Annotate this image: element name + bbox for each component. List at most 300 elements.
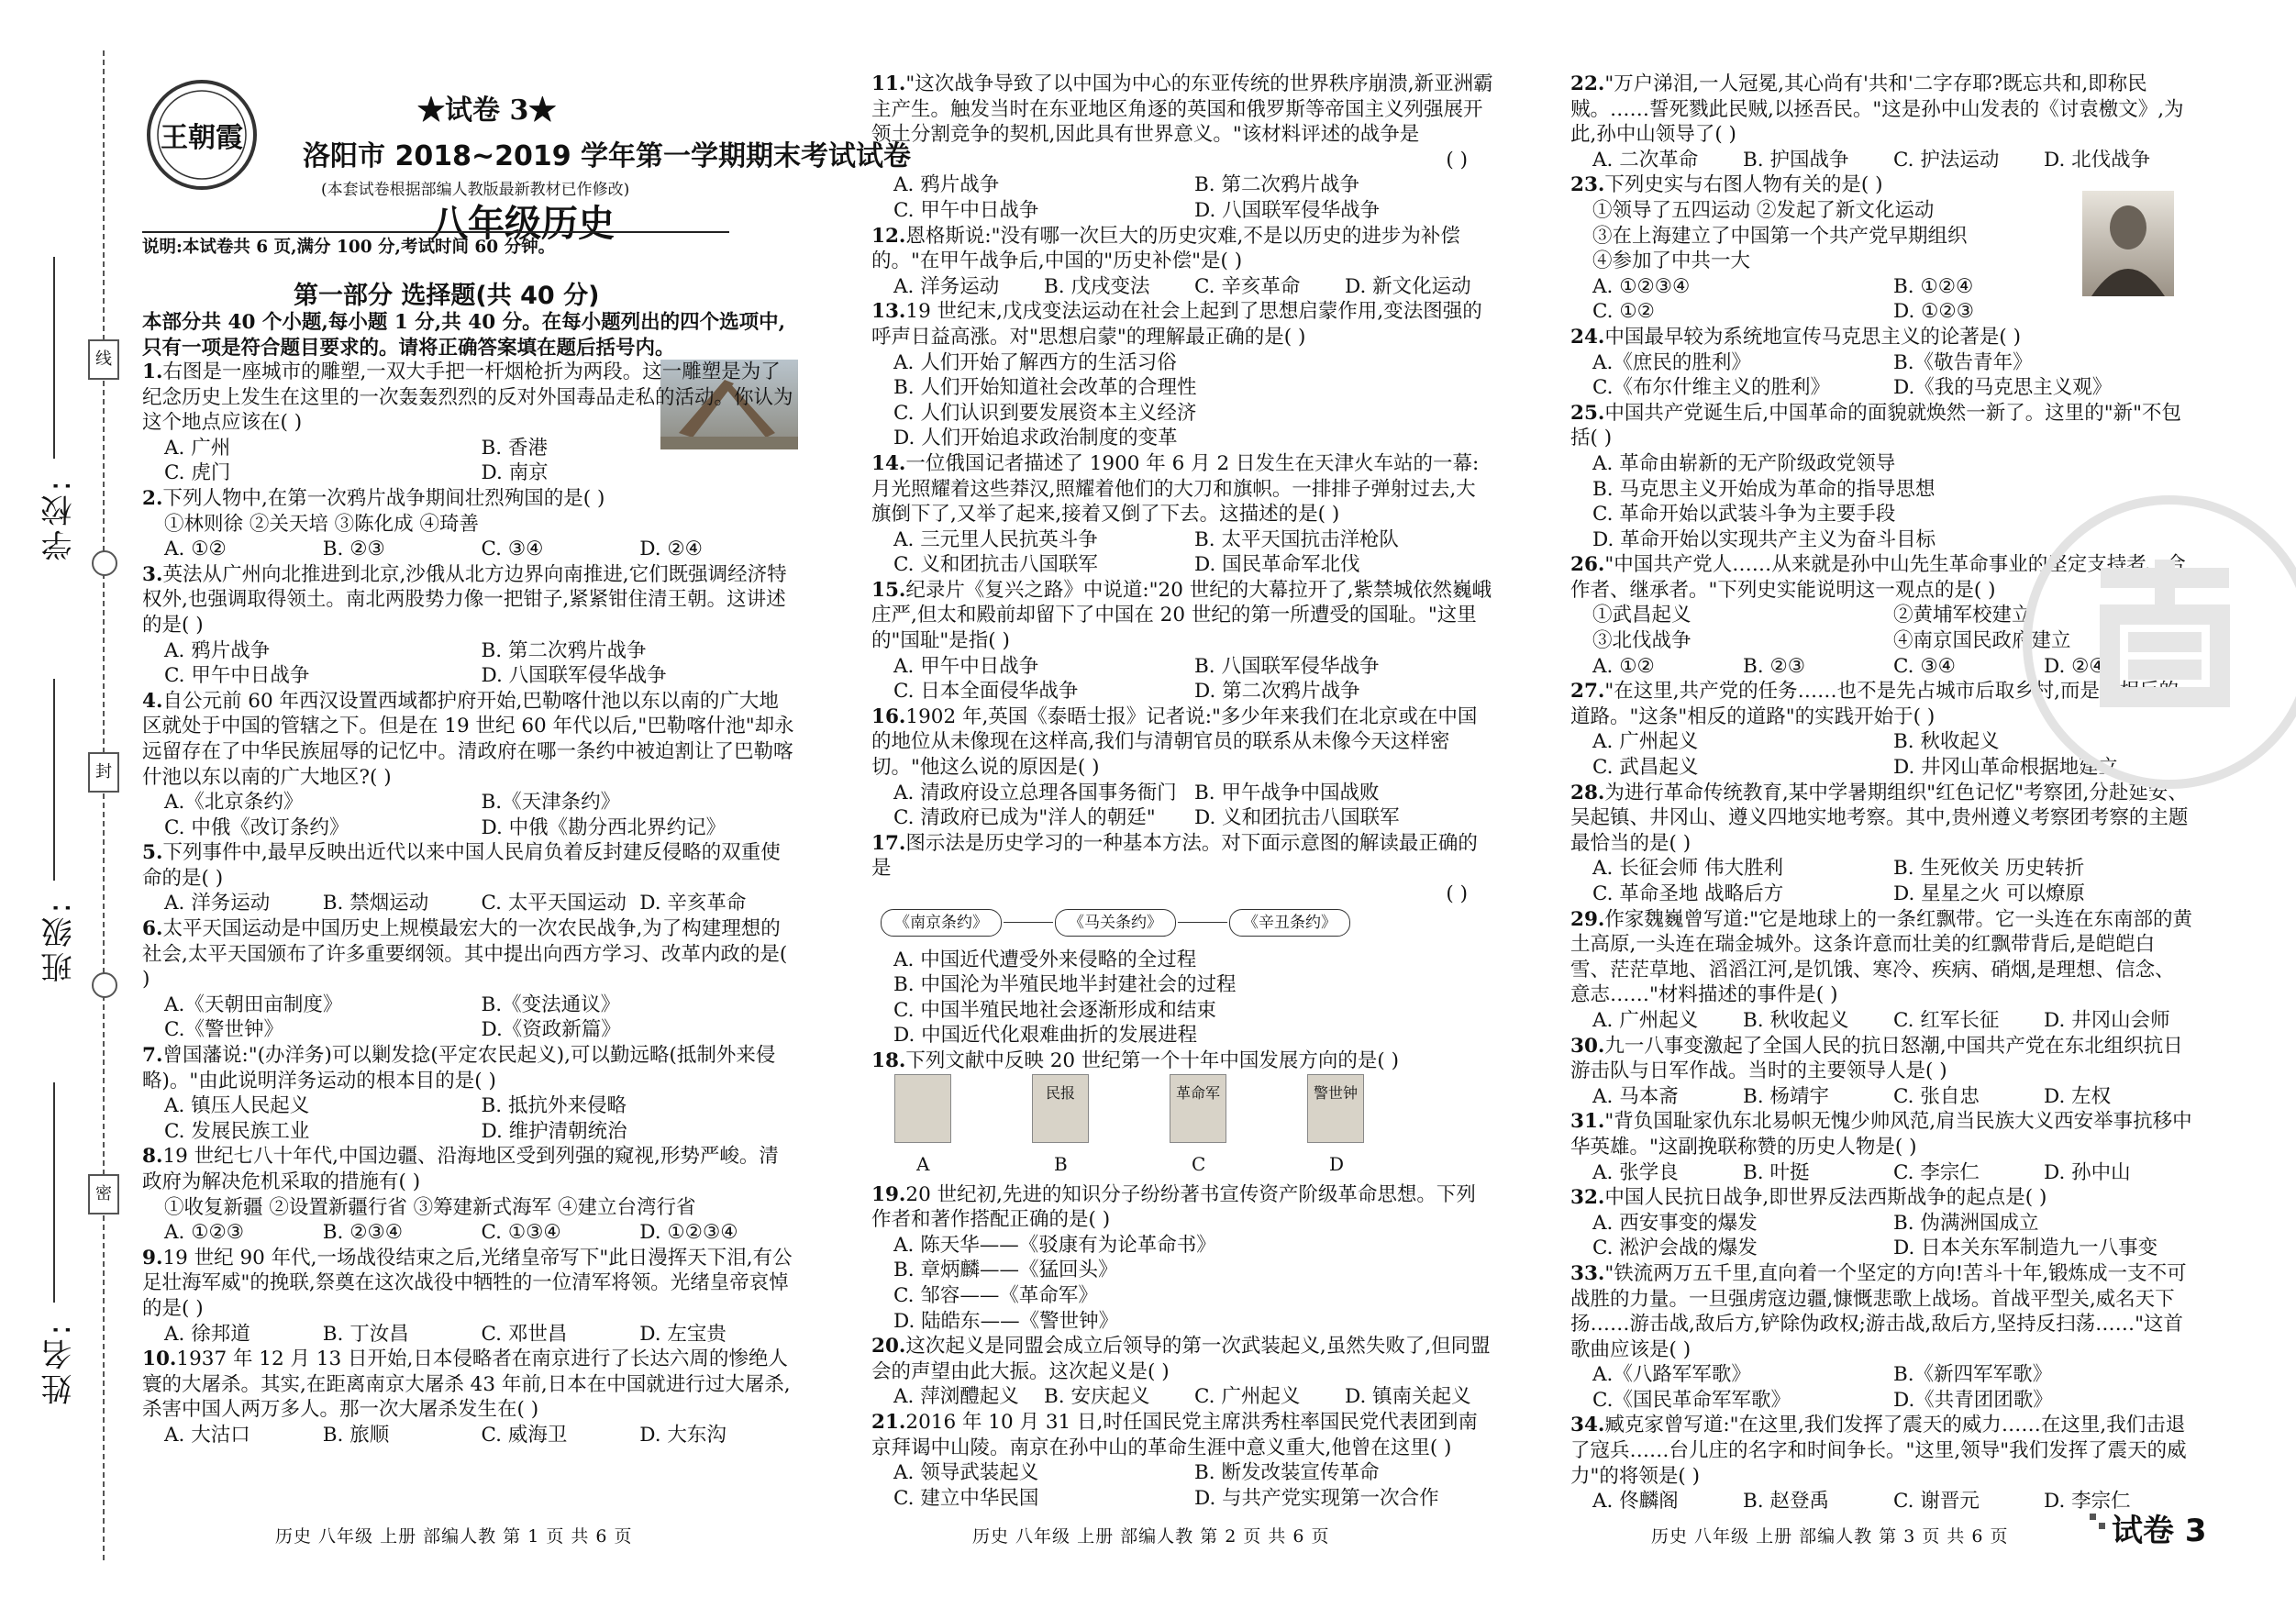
question-number: 21. (871, 1410, 906, 1434)
question-number: 4. (142, 689, 163, 713)
option[interactable]: D. 陆皓东——《警世钟》 (893, 1309, 1119, 1333)
option[interactable]: D. 国民革命军北伐 (1194, 553, 1360, 577)
question-stem (1570, 1261, 2194, 1362)
question-number: 19. (871, 1182, 906, 1206)
question-number: 5. (142, 841, 163, 865)
document-cover-image: 民报 (1032, 1074, 1089, 1143)
treaty-node: 《马关条约》 (1055, 909, 1176, 937)
question-number: 1. (142, 360, 163, 383)
question-text: 下列文献中反映 20 世纪第一个十年中国发展方向的是( ) (905, 1048, 1400, 1072)
school-blank[interactable] (53, 257, 55, 459)
option[interactable]: A. 陈天华——《驳康有为论革命书》 (893, 1233, 1216, 1257)
footer-page-1: 历史 八年级 上册 部编人教 第 1 页 共 6 页 (275, 1526, 633, 1547)
question-text: 为进行革命传统教育,某中学暑期组织"红色记忆"考察团,分赴延安、吴起镇、井冈山、遵义四地实地考察。其中,贵州遵义考察团考察的主题最恰当的是( ) (1570, 781, 2189, 855)
option[interactable]: C. 邓世昌 (481, 1322, 568, 1346)
option[interactable]: A. 清政府设立总理各国事务衙门 (893, 781, 1177, 804)
question-stem (1570, 72, 2194, 148)
question-stem (142, 689, 798, 790)
treaty-node: 《辛丑条约》 (1229, 909, 1350, 937)
option[interactable]: A. 洋务运动 (164, 892, 271, 915)
question-number: 18. (871, 1048, 906, 1072)
option[interactable]: D. 日本关东军制造九一八事变 (1893, 1237, 2158, 1260)
question-number: 10. (142, 1347, 177, 1371)
question-stem (142, 486, 798, 512)
question-number: 32. (1570, 1186, 1605, 1210)
option[interactable]: C. ①③④ (481, 1221, 561, 1245)
name-blank[interactable] (53, 1082, 55, 1303)
question (1570, 325, 2194, 401)
question-text: 20 世纪初,先进的知识分子纷纷著书宣传资产阶级革命思想。下列作者和著作搭配正确的是( ) (871, 1182, 1476, 1232)
question-text: 中国共产党诞生后,中国革命的面貌就焕然一新了。这里的"新"不包括( ) (1570, 401, 2182, 450)
column-1 (142, 360, 798, 1448)
cover-label: D (1329, 1152, 1345, 1175)
option[interactable]: C. 李宗仁 (1893, 1160, 1980, 1184)
binding-margin (0, 0, 128, 1597)
question (871, 704, 1495, 831)
question-text: 下列人物中,在第一次鸦片战争期间壮烈殉国的是( ) (162, 486, 605, 510)
option[interactable]: C. 张自忠 (1893, 1084, 1980, 1108)
question (1570, 72, 2194, 172)
option[interactable]: C. 太平天国运动 (481, 892, 627, 915)
question-text: 曾国藩说:"(办洋务)可以剿发捻(平定农民起义),可以勤远略(抵制外来侵略)。"由此说明洋务运动的根本目的是( ) (142, 1044, 776, 1092)
class-blank[interactable] (53, 679, 55, 881)
options (1570, 1362, 2194, 1413)
question-items: ①林则徐 ②关天培 ③陈化成 ④琦善 (164, 512, 480, 536)
question (142, 360, 798, 486)
question-number: 28. (1570, 781, 1605, 804)
options (871, 781, 1495, 831)
option[interactable]: D.《我的马克思主义观》 (1893, 376, 2113, 400)
question (871, 451, 1495, 578)
option[interactable]: D. 中俄《勘分西北界约记》 (481, 815, 727, 839)
option[interactable]: C. 护法运动 (1893, 148, 2000, 172)
option[interactable]: C. ③④ (1893, 654, 1956, 678)
option[interactable]: A. 佟麟阁 (1592, 1490, 1679, 1514)
option[interactable]: D. 八国联军侵华战争 (481, 664, 667, 688)
option[interactable]: A. 革命由崭新的无产阶级政党领导 (1592, 451, 1896, 475)
seal-mark-secret: 密 (88, 1174, 119, 1214)
question-text: 作家魏巍曾写道:"它是地球上的一条红飘带。它一头连在东南部的黄土高原,一头连在瑞金城外。这条许意而壮美的红飘带背后,是皑皑白雪、茫茫草地、滔滔江河,是饥饿、寒冷、疾病、硝烟,是理想、信念、意志……"材料描述的事件是( ) (1570, 907, 2193, 1007)
question-items: ①收复新疆 ②设置新疆行省 ③筹建新式海军 ④建立台湾行省 (164, 1195, 696, 1219)
question-text: 一位俄国记者描述了 1900 年 6 月 2 日发生在天津火车站的一幕:月光照耀着这些莽汉,照耀着他们的大刀和旗帜。一排排子弹射过去,大旗倒下了,又举了起来,接着又倒了下去。这描述的是( ) (871, 451, 1480, 527)
option[interactable]: A.《北京条约》 (164, 791, 304, 815)
option[interactable]: C. 甲午中日战争 (164, 664, 310, 688)
option[interactable]: B. 第二次鸦片战争 (481, 638, 647, 662)
question-text: 九一八事变激起了全国人民的抗日怒潮,中国共产党在东北组织抗日游击队与日军作战。当时的主要领导人是( ) (1570, 1034, 2183, 1083)
options (142, 1093, 798, 1144)
question-number: 27. (1570, 680, 1605, 704)
question (142, 1144, 798, 1245)
option[interactable]: B. 杨靖宇 (1743, 1084, 1829, 1108)
answer-blank[interactable]: ( ) (1446, 882, 1468, 905)
question-text: "中国共产党人……从来就是孙中山先生革命事业的坚定支持者、合作者、继承者。"下列史实能说明这一观点的是( ) (1570, 553, 2186, 602)
option[interactable]: B.《新四军军歌》 (1893, 1363, 2053, 1387)
option[interactable]: C. 淞沪会战的爆发 (1592, 1237, 1758, 1260)
option[interactable]: C. 日本全面侵华战争 (893, 680, 1079, 704)
option[interactable]: A. 甲午中日战争 (893, 654, 1039, 678)
publisher-logo (142, 75, 261, 194)
question (1570, 907, 2194, 1034)
question-item: ②黄埔军校建立 (1893, 604, 2032, 627)
question-stem (871, 704, 1495, 781)
subject-title: 八年级历史 (431, 203, 615, 245)
option[interactable]: B. 香港 (481, 436, 548, 460)
option[interactable]: C.《国民革命军军歌》 (1592, 1388, 1791, 1412)
options (871, 350, 1495, 451)
column-2 (871, 72, 1495, 1511)
option[interactable]: B. ②③ (322, 538, 385, 561)
question-stem (142, 1246, 798, 1322)
option[interactable]: D. 大东沟 (639, 1423, 727, 1447)
question-stem (142, 562, 798, 638)
options (142, 537, 798, 562)
options (1570, 350, 2194, 401)
option[interactable]: D. ①②③④ (639, 1221, 738, 1245)
option[interactable]: C. 中国半殖民地社会逐渐形成和结束 (893, 998, 1216, 1022)
question-stem (871, 1048, 1495, 1074)
question-stem (871, 451, 1495, 527)
question-number: 34. (1570, 1414, 1605, 1437)
option[interactable]: B. 叶挺 (1743, 1160, 1810, 1184)
options (871, 274, 1495, 300)
question-stem (142, 360, 798, 436)
watermark-stamp-glyph (2073, 550, 2257, 715)
corner-paper-title: 试卷 3 (2112, 1513, 2207, 1549)
option[interactable]: D. 井冈山革命根据地建立 (1893, 756, 2119, 780)
question-text: "在这里,共产党的任务……也不是先占城市后取乡村,而是走相反的道路。"这条"相反的道路"的实践开始于( ) (1570, 680, 2179, 728)
option[interactable]: B. ②③ (1743, 654, 1806, 678)
question (1570, 1413, 2194, 1514)
question-item: ①武昌起义 (1592, 604, 1691, 627)
option[interactable]: C. 革命圣地 战略后方 (1592, 882, 1784, 905)
option[interactable]: C. 邹容——《革命军》 (893, 1283, 1098, 1307)
option[interactable]: A. 广州起义 (1592, 1008, 1699, 1032)
option[interactable]: B.《敬告青年》 (1893, 350, 2033, 374)
question (1570, 1185, 2194, 1261)
option[interactable]: C. 义和团抗击八国联军 (893, 553, 1098, 577)
option[interactable]: A. 鸦片战争 (893, 173, 1000, 197)
question (1570, 781, 2194, 907)
option[interactable]: A. 萍浏醴起义 (893, 1385, 1019, 1409)
option[interactable]: B. 生死攸关 历史转折 (1893, 857, 2085, 881)
question-number: 26. (1570, 553, 1605, 577)
question (142, 840, 798, 916)
option[interactable]: D.《共青团团歌》 (1893, 1388, 2053, 1412)
option[interactable]: C. 红军长征 (1893, 1008, 2000, 1032)
question-text: 英法从广州向北推进到北京,沙俄从北方边界向南推进,它们既强调经济特权外,也强调取得领土。南北两股势力像一把钳子,紧紧钳住清王朝。这讲述的是( ) (142, 562, 787, 637)
option[interactable]: B. 秋收起义 (1743, 1008, 1849, 1032)
question-number: 11. (871, 72, 906, 95)
question-stem (871, 299, 1495, 349)
question (1570, 1034, 2194, 1110)
treaty-diagram (871, 907, 1495, 948)
question (142, 689, 798, 841)
option[interactable]: B. 赵登禹 (1743, 1490, 1829, 1514)
options (1570, 148, 2194, 173)
question-text: "这次战争导致了以中国为中心的东亚传统的世界秩序崩溃,新亚洲霸主产生。触发当时在东亚地区角逐的英国和俄罗斯等帝国主义列强展开领土分割竞争的契机,因此具有世界意义。"该材料评述的战争是 (871, 72, 1493, 147)
option[interactable]: D. 与共产党实现第一次合作 (1194, 1486, 1439, 1510)
question-text: 这次起义是同盟会成立后领导的第一次武装起义,虽然失败了,但同盟会的声望由此大振。这次起义是( ) (871, 1335, 1491, 1383)
name-label: 姓名: (41, 1321, 78, 1405)
option[interactable]: C. 革命开始以武装斗争为主要手段 (1592, 503, 1896, 527)
option[interactable]: B.《天津条约》 (481, 791, 621, 815)
option[interactable]: C. 威海卫 (481, 1423, 568, 1447)
question-number: 16. (871, 704, 906, 728)
question-number: 30. (1570, 1034, 1605, 1058)
option[interactable]: A.《天朝田亩制度》 (164, 993, 343, 1016)
option[interactable]: D. 镇南关起义 (1345, 1385, 1471, 1409)
option[interactable]: B. 太平天国抗击洋枪队 (1194, 527, 1399, 551)
document-cover-image: 革命军 (1170, 1074, 1226, 1143)
option[interactable]: D. ②④ (639, 538, 703, 561)
option[interactable]: B. 戊戌变法 (1044, 274, 1150, 298)
option[interactable]: A. 鸦片战争 (164, 638, 271, 662)
question-text: 1902 年,英国《泰晤士报》记者说:"多少年来我们在北京或在中国的地位从未像现在这样高,我们与清朝官员的联系从未像今天这样密切。"他这么说的原因是( ) (871, 704, 1478, 780)
option[interactable]: D. 新文化运动 (1345, 274, 1471, 298)
option[interactable]: D. 维护清朝统治 (481, 1119, 627, 1143)
option[interactable]: D. 孙中山 (2044, 1160, 2131, 1184)
option[interactable]: A. 西安事变的爆发 (1592, 1211, 1758, 1235)
option[interactable]: A. 马本斋 (1592, 1084, 1679, 1108)
option[interactable]: C. 发展民族工业 (164, 1119, 310, 1143)
question-text: 纪录片《复兴之路》中说道:"20 世纪的大幕拉开了,紫禁城依然巍峨庄严,但太和殿前却留下了中国在 20 世纪的第一所遭受的国耻。"这里的"国耻"是指( ) (871, 578, 1492, 653)
option[interactable]: C. 虎门 (164, 461, 231, 485)
option[interactable]: D. 左宝贵 (639, 1322, 727, 1346)
option[interactable]: A. 长征会师 伟大胜利 (1592, 857, 1784, 881)
option[interactable]: A. 大沽口 (164, 1423, 250, 1447)
corner-decoration (2090, 1514, 2106, 1530)
question-text: 2016 年 10 月 31 日,时任国民党主席洪秀柱率国民党代表团到南京拜谒中山陵。南京在孙中山的革命生涯中意义重大,他曾在这里( ) (871, 1410, 1478, 1459)
option[interactable]: D. 革命开始以实现共产主义为奋斗目标 (1592, 527, 1936, 551)
question-number: 15. (871, 578, 906, 602)
option[interactable]: A. 广州起义 (1592, 730, 1699, 754)
option[interactable]: B. 旅顺 (322, 1423, 390, 1447)
option[interactable]: C. 武昌起义 (1592, 756, 1699, 780)
question-number: 29. (1570, 907, 1605, 931)
question-number: 13. (871, 300, 906, 324)
part-instruction: 本部分共 40 个小题,每小题 1 分,共 40 分。在每小题列出的四个选项中,只有一项是符合题目要求的。请将正确答案填在题后括号内。 (142, 311, 786, 360)
option[interactable]: A. ①② (164, 538, 227, 561)
option[interactable]: D. 南京 (481, 461, 549, 485)
option[interactable]: C. 甲午中日战争 (893, 198, 1039, 222)
question-stem (142, 1347, 798, 1423)
option[interactable]: C. 建立中华民国 (893, 1486, 1039, 1510)
option[interactable]: B. 安庆起义 (1044, 1385, 1150, 1409)
option[interactable]: A. ①② (1592, 654, 1655, 678)
option[interactable]: A. ①②③ (164, 1221, 245, 1245)
question-number: 8. (142, 1145, 163, 1169)
option[interactable]: B. 中国沦为半殖民地半封建社会的过程 (893, 973, 1237, 997)
question (142, 916, 798, 1043)
question-text: 图示法是历史学习的一种基本方法。对下面示意图的解读最正确的是 (871, 831, 1478, 881)
question-text: "背负国耻家仇东北易帜无愧少帅风范,肩当民族大义西安举事抗移中华英雄。"这副挽联称赞的历史人物是( ) (1570, 1110, 2192, 1159)
school-label: 学校: (41, 477, 78, 561)
options (1570, 856, 2194, 906)
question-item: ④参加了中共一大 (1592, 250, 1751, 273)
footer-page-2: 历史 八年级 上册 部编人教 第 2 页 共 6 页 (972, 1526, 1330, 1547)
option[interactable]: C. 人们认识到要发展资本主义经济 (893, 401, 1197, 425)
option[interactable]: B. 甲午战争中国战败 (1194, 781, 1380, 804)
option[interactable]: D. 北伐战争 (2044, 148, 2151, 172)
binding-hole (92, 972, 117, 998)
option[interactable]: D.《资政新篇》 (481, 1018, 621, 1042)
question-stem (1570, 1034, 2194, 1084)
option[interactable]: A. 三元里人民抗英斗争 (893, 527, 1098, 551)
option[interactable]: D. 第二次鸦片战争 (1194, 680, 1360, 704)
options (871, 172, 1495, 223)
question (142, 1043, 798, 1144)
option[interactable]: D. 中国近代化艰难曲折的发展进程 (893, 1024, 1198, 1048)
option[interactable]: D. ②④ (2044, 654, 2107, 678)
question-number: 9. (142, 1246, 163, 1270)
option[interactable]: B. 人们开始知道社会改革的合理性 (893, 376, 1197, 400)
question-number: 7. (142, 1044, 163, 1068)
option[interactable]: D. 井冈山会师 (2044, 1008, 2170, 1032)
option[interactable]: B. 抵抗外来侵略 (481, 1094, 627, 1118)
option[interactable]: B. 禁烟运动 (322, 892, 429, 915)
option[interactable]: D. 左权 (2044, 1084, 2112, 1108)
option[interactable]: A. ①②③④ (1592, 274, 1691, 298)
question (871, 578, 1495, 704)
option[interactable]: A. 徐邦道 (164, 1322, 250, 1346)
question (871, 1410, 1495, 1511)
options (1570, 1160, 2194, 1186)
option[interactable]: B. ②③④ (322, 1221, 404, 1245)
option[interactable]: A.《庶民的胜利》 (1592, 350, 1751, 374)
option[interactable]: B. 丁汝昌 (322, 1322, 409, 1346)
question-stem (871, 1410, 1495, 1460)
option[interactable]: B. 八国联军侵华战争 (1194, 654, 1380, 678)
question-stem (1570, 1185, 2194, 1211)
question-number: 14. (871, 451, 906, 475)
option[interactable]: D. 星星之火 可以燎原 (1893, 882, 2085, 905)
question-number: 3. (142, 562, 163, 586)
question (871, 72, 1495, 224)
binding-hole (92, 550, 117, 576)
option[interactable]: A. 中国近代遭受外来侵略的全过程 (893, 948, 1197, 971)
option[interactable]: B. 章炳麟——《猛回头》 (893, 1259, 1118, 1282)
option[interactable]: A. 广州 (164, 436, 231, 460)
option[interactable]: A. 镇压人民起义 (164, 1094, 310, 1118)
document-covers (871, 1074, 1495, 1182)
option[interactable]: A. 领导武装起义 (893, 1461, 1039, 1485)
option[interactable]: C. 广州起义 (1194, 1385, 1301, 1409)
option[interactable]: A. 洋务运动 (893, 274, 1000, 298)
question-number: 23. (1570, 173, 1605, 197)
option[interactable]: A.《八路军军歌》 (1592, 1363, 1751, 1387)
question (871, 299, 1495, 451)
option[interactable]: C. ①② (1592, 300, 1655, 324)
question-number: 20. (871, 1335, 906, 1359)
question (871, 1334, 1495, 1410)
option[interactable]: B.《变法通议》 (481, 993, 621, 1016)
treaty-node: 《南京条约》 (881, 909, 1002, 937)
svg-text:王朝霞: 王朝霞 (161, 122, 243, 154)
question-number: 22. (1570, 72, 1605, 95)
option[interactable]: C. 清政府已成为"洋人的朝廷" (893, 806, 1156, 830)
answer-blank[interactable]: ( ) (1446, 148, 1468, 172)
question-stem (871, 224, 1495, 274)
option[interactable]: B. 马克思主义开始成为革命的指导思想 (1592, 477, 1936, 501)
options (142, 638, 798, 689)
options (871, 527, 1495, 578)
option[interactable]: A. 人们开始了解西方的生活习俗 (893, 350, 1177, 374)
options (142, 1220, 798, 1246)
option[interactable]: B. 护国战争 (1743, 148, 1849, 172)
option[interactable]: C. 辛亥革命 (1194, 274, 1301, 298)
option[interactable]: D. 义和团抗击八国联军 (1194, 806, 1400, 830)
arrow-icon (1004, 922, 1053, 923)
question (142, 486, 798, 562)
question-number: 17. (871, 831, 906, 855)
options (1570, 1489, 2194, 1514)
question-text: 19 世纪末,戊戌变法运动在社会上起到了思想启蒙作用,变法图强的呼声日益高涨。对"思想启蒙"的理解最正确的是( ) (871, 300, 1482, 349)
option[interactable]: D. ①②③ (1893, 300, 1974, 324)
question-stem (142, 916, 798, 993)
document-cover-image (894, 1074, 951, 1143)
question-item: ③在上海建立了中国第一个共产党早期组织 (1592, 224, 1968, 248)
question-number: 6. (142, 917, 163, 941)
options (142, 1322, 798, 1347)
option[interactable]: B. 秋收起义 (1893, 730, 2000, 754)
option[interactable]: C.《布尔什维主义的胜利》 (1592, 376, 1831, 400)
option[interactable]: C. ③④ (481, 538, 544, 561)
arrow-icon (1178, 922, 1227, 923)
option[interactable]: B. 伪满洲国成立 (1893, 1211, 2039, 1235)
option[interactable]: D. 八国联军侵华战争 (1194, 198, 1381, 222)
options (142, 790, 798, 840)
options (871, 654, 1495, 704)
option[interactable]: B. ①②④ (1893, 274, 1974, 298)
cut-line (103, 50, 105, 1560)
question-stem (142, 1144, 798, 1194)
question-stem (1570, 1413, 2194, 1489)
option[interactable]: D. 李宗仁 (2044, 1490, 2131, 1514)
question-number: 25. (1570, 401, 1605, 425)
part-title: 第一部分 选择题(共 40 分) (294, 282, 600, 310)
option[interactable]: C.《警世钟》 (164, 1018, 284, 1042)
portrait-photo (2082, 191, 2174, 296)
question-stem (871, 831, 1495, 882)
question (1570, 1261, 2194, 1414)
question-item: ①领导了五四运动 ②发起了新文化运动 (1592, 198, 1935, 222)
question-text: 19 世纪七八十年代,中国边疆、沿海地区受到列强的窥视,形势严峻。清政府为解决危机采取的措施有( ) (142, 1145, 779, 1193)
option[interactable]: C. 中俄《改订条约》 (164, 815, 349, 839)
option[interactable]: B. 断发改装宣传革命 (1194, 1461, 1380, 1485)
cover-label: C (1192, 1152, 1206, 1175)
option[interactable]: D. 人们开始追求政治制度的变革 (893, 427, 1178, 450)
cover-label: A (916, 1152, 930, 1175)
exam-title: 洛阳市 2018~2019 学年第一学期期末考试试卷 (303, 140, 912, 172)
question-text: "铁流两万五千里,直向着一个坚定的方向!苦斗十年,锻炼成一支不可战胜的力量。一旦强虏寇边疆,慷慨悲歌上战场。首战平型关,威名天下扬……游击战,敌后方,铲除伪政权;游击战,敌后方,坚持反扫荡……"这首歌曲应该是( ) (1570, 1261, 2187, 1361)
options (1570, 1008, 2194, 1034)
seal-mark-seal: 封 (88, 752, 119, 793)
options (142, 891, 798, 916)
footer-page-3: 历史 八年级 上册 部编人教 第 3 页 共 6 页 (1651, 1526, 2009, 1547)
question-text: 19 世纪 90 年代,一场战役结束之后,光绪皇帝写下"此日漫挥天下泪,有公足壮海军威"的挽联,祭奠在这次战役中牺牲的一位清军将领。光绪皇帝哀悼的是( ) (142, 1246, 793, 1320)
option[interactable]: A. 张学良 (1592, 1160, 1679, 1184)
option[interactable]: D. 辛亥革命 (639, 892, 747, 915)
option[interactable]: C. 谢晋元 (1893, 1490, 1980, 1514)
question-text: 下列事件中,最早反映出近代以来中国人民肩负着反封建反侵略的双重使命的是( ) (142, 841, 781, 890)
question-stem (1570, 781, 2194, 857)
option[interactable]: A. 二次革命 (1592, 148, 1699, 172)
question (871, 224, 1495, 300)
cover-label: B (1054, 1152, 1068, 1175)
options (871, 1233, 1495, 1334)
option[interactable]: B. 第二次鸦片战争 (1194, 173, 1359, 197)
options (871, 1460, 1495, 1511)
